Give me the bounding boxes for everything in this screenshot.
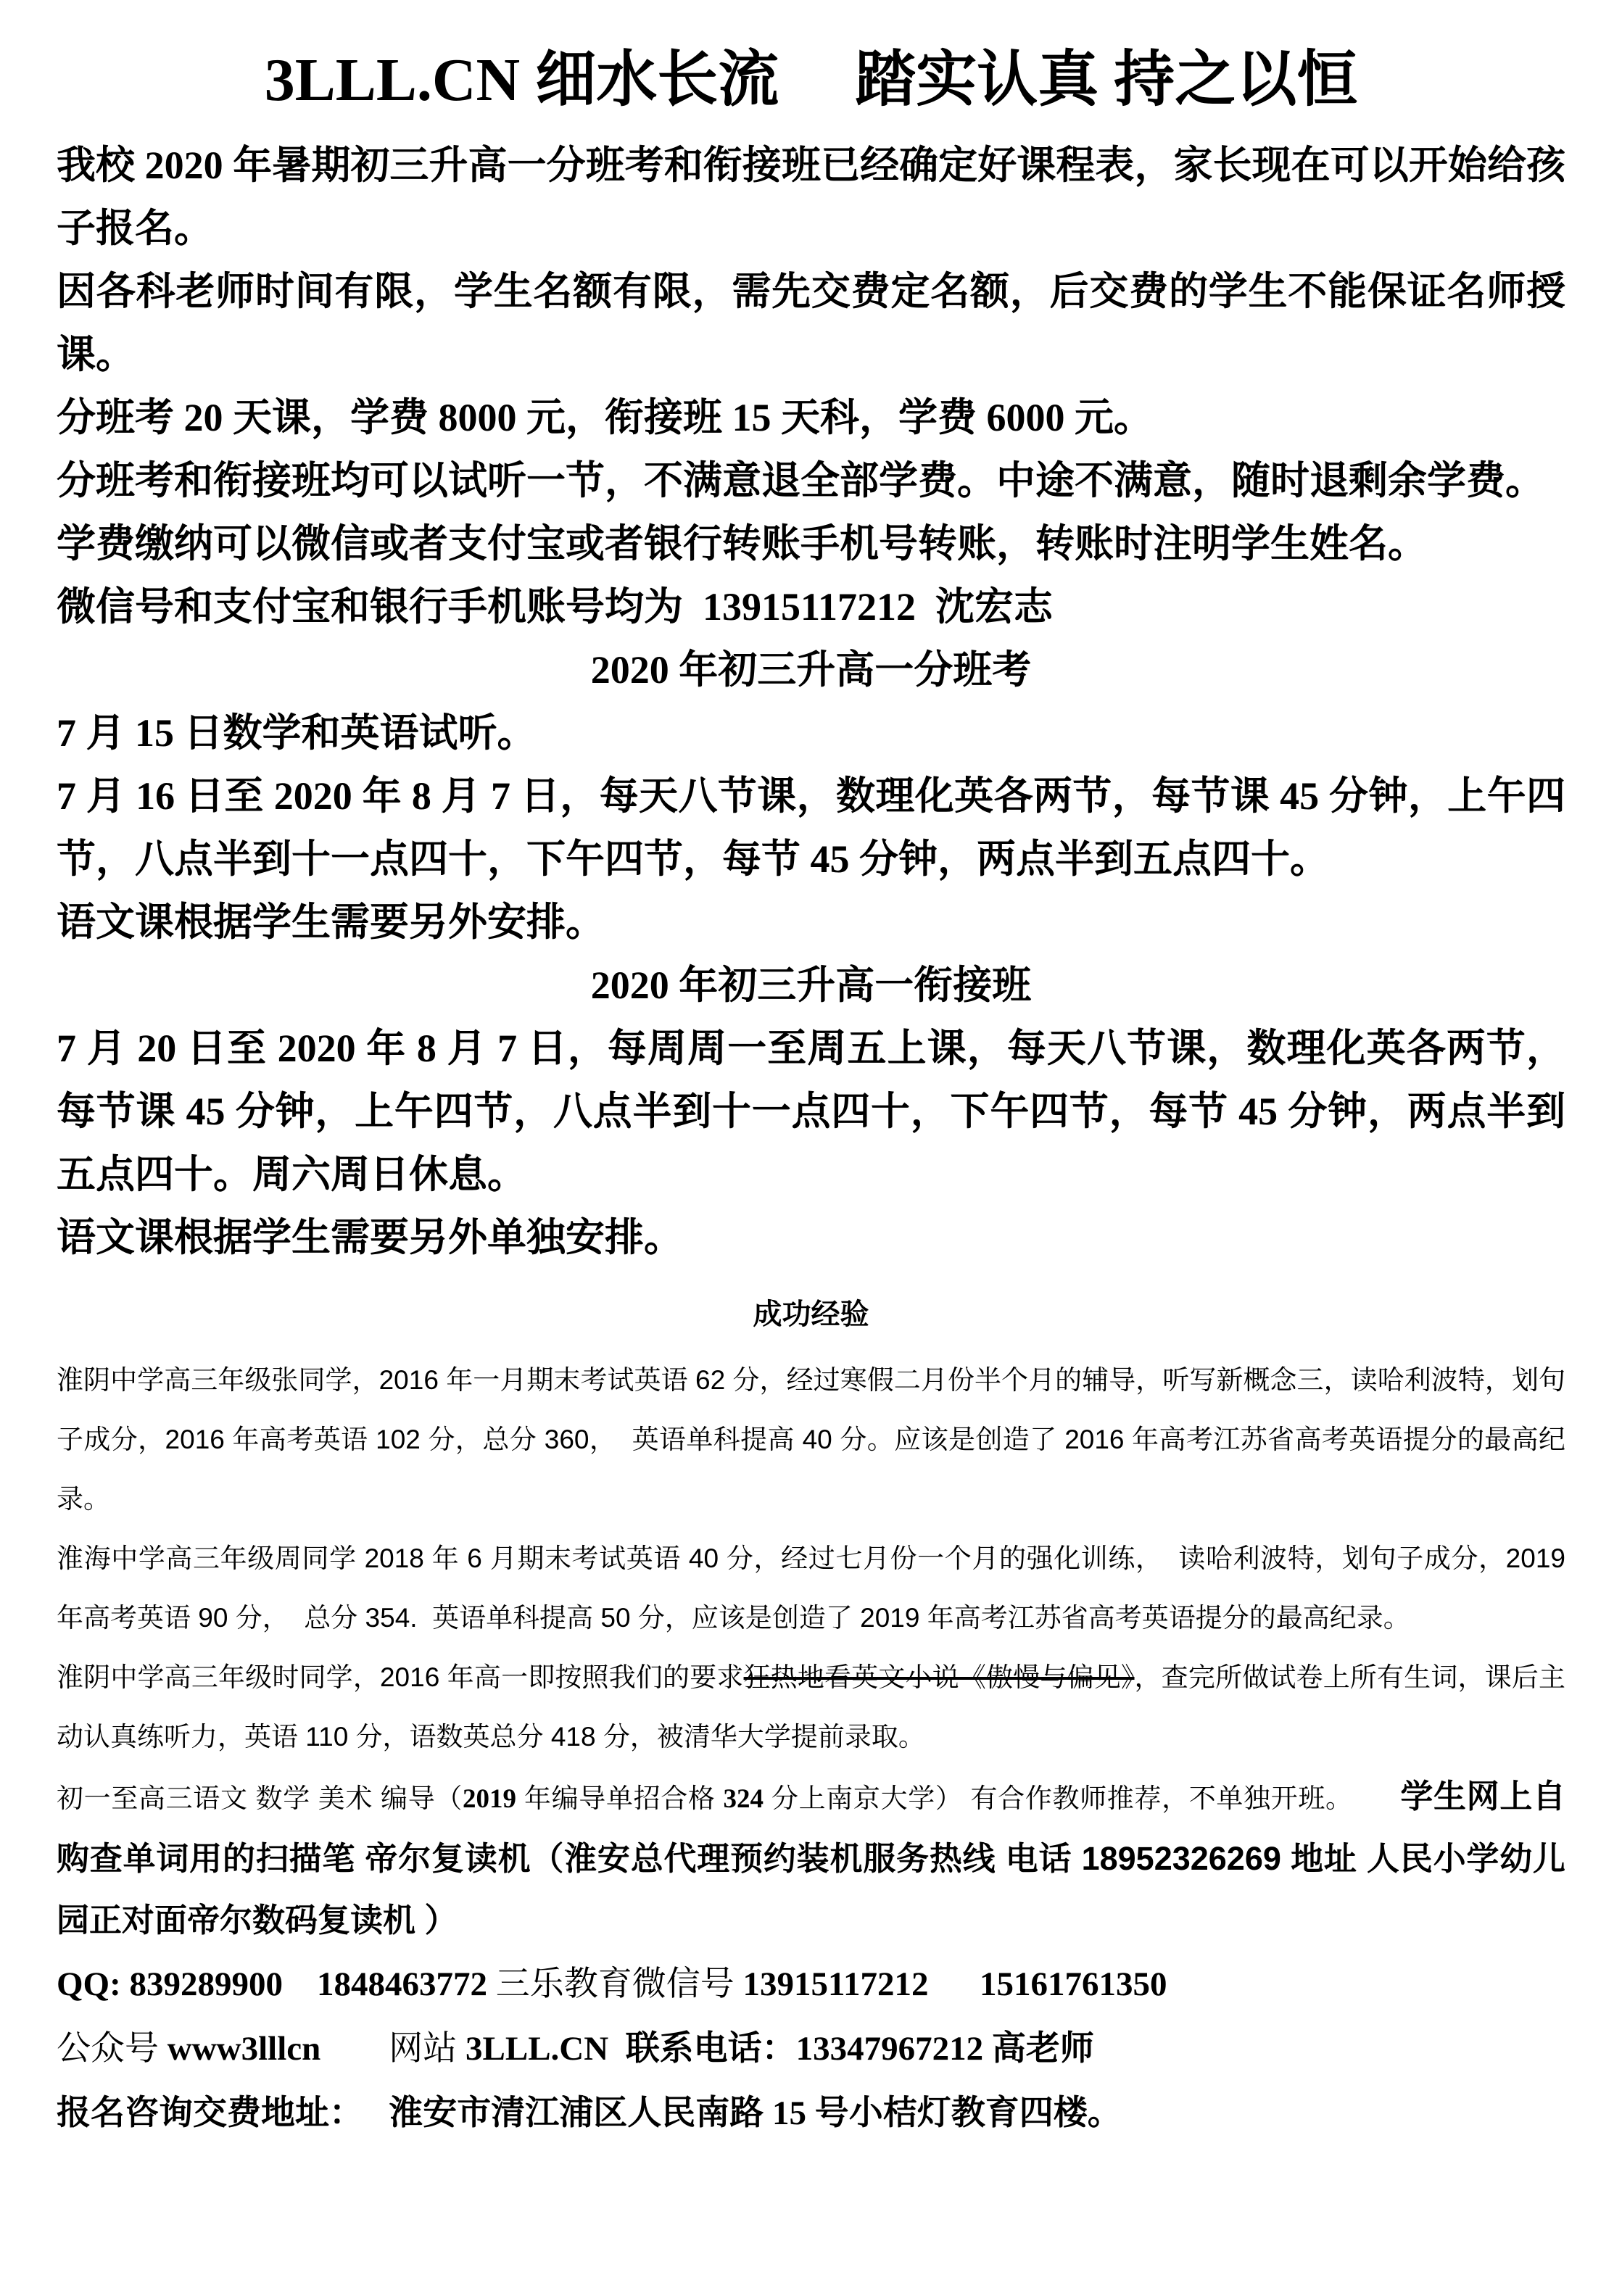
intro-paragraph-5: 学费缴纳可以微信或者支付宝或者银行转账手机号转账，转账时注明学生姓名。 [57, 522, 1427, 566]
placement-exam-paragraph-2: 7 月 16 日至 2020 年 8 月 7 日，每天八节课，数理化英各两节，每节课 45 分钟，上午四节，八点半到十一点四十，下午四节，每节 45 分钟，两点半到五点四十。 [57, 774, 1565, 882]
gongzhonghao-label: 公众号 [57, 2030, 167, 2068]
courses-year: 2019 [463, 1784, 517, 1815]
intro-paragraph-2: 因各科老师时间有限，学生名额有限，需先交费定名额，后交费的学生不能保证名师授课。 [57, 270, 1565, 377]
courses-text-b: 年编导单招合格 [516, 1783, 724, 1814]
courses-gap [1353, 1783, 1401, 1813]
qq-numbers: QQ: 839289900 1848463772 [57, 1965, 488, 2004]
placement-exam-paragraph-1: 7 月 15 日数学和英语试听。 [57, 711, 537, 755]
bridge-class-heading: 2020 年初三升高一衔接班 [590, 963, 1032, 1008]
placement-exam-heading: 2020 年初三升高一分班考 [590, 648, 1032, 692]
success-story-3 [57, 1648, 1565, 1767]
website-value: 3LLL.CN [466, 2030, 609, 2068]
contact-web-line [57, 2017, 1565, 2081]
page-title: 3LLL.CN 细水长流 踏实认真 持之以恒 [264, 46, 1358, 114]
courses-text-c: 分上南京大学） 有合作教师推荐，不单独开班。 [764, 1783, 1353, 1814]
phone-contact: 联系电话：13347967212 高老师 [608, 2030, 1094, 2068]
intro-paragraph-1: 我校 2020 年暑期初三升高一分班考和衔接班已经确定好课程表，家长现在可以开始给孩子报名。 [57, 144, 1565, 251]
wechat-numbers: 13915117212 15161761350 [742, 1965, 1167, 2004]
courses-text-a: 初一至高三语文 数学 美术 编导（ [57, 1783, 463, 1814]
success-story-3-suffix: ，查完所做试卷上所有生词，课后主动认真练听力，英语 110 分，语数英总分 418 分，被清华大学提前录取。 [57, 1662, 1566, 1752]
wechat-label: 三乐教育微信号 [487, 1965, 743, 2004]
success-heading: 成功经验 [753, 1298, 869, 1331]
courses-paragraph [57, 1767, 1565, 1952]
scanner-pen-notice: 学生网上自购查单词用的扫描笔 帝尔复读机（淮安总代理预约装机服务热线 电话 18952326269 地址 人民小学幼儿园正对面帝尔数码复读机 ） [57, 1778, 1565, 1939]
intro-paragraph-6: 微信号和支付宝和银行手机账号均为 13915117212 沈宏志 [57, 585, 1054, 629]
success-story-3-prefix: 淮阴中学高三年级时同学，2016 年高一即按照我们的要求 [57, 1662, 744, 1693]
success-story-1: 淮阴中学高三年级张同学，2016 年一月期末考试英语 62 分，经过寒假二月份半个月的辅导，听写新概念三，读哈利波特，划句子成分，2016 年高考英语 102 分，总分 360， 英语单科提高 40 分。应该是创造了 2016 年高考江苏省高考英语提分的最高纪录。 [57, 1365, 1565, 1514]
bridge-class-paragraph-2: 语文课根据学生需要另外单独安排。 [57, 1216, 683, 1260]
website-label: 网站 [320, 2030, 466, 2068]
registration-address-line: 报名咨询交费地址： 淮安市清江浦区人民南路 15 号小桔灯教育四楼。 [57, 2094, 1122, 2133]
intro-paragraph-3: 分班考 20 天课，学费 8000 元，衔接班 15 天科，学费 6000 元。 [57, 396, 1153, 440]
intro-paragraph-4: 分班考和衔接班均可以试听一节，不满意退全部学费。中途不满意，随时退剩余学费。 [57, 459, 1544, 503]
bridge-class-paragraph-1: 7 月 20 日至 2020 年 8 月 7 日，每周周一至周五上课，每天八节课，数理化英各两节，每节课 45 分钟，上午四节，八点半到十一点四十，下午四节，每节 45 分钟，两点半到五点四十。周六周日休息。 [57, 1027, 1565, 1197]
success-story-2: 淮海中学高三年级周同学 2018 年 6 月期末考试英语 40 分，经过七月份一个月的强化训练， 读哈利波特，划句子成分，2019 年高考英语 90 分， 总分 354. 英语单科提高 50 分，应该是创造了 2019 年高考江苏省高考英语提分的最高纪录。 [57, 1543, 1573, 1633]
success-story-3-strikethrough: 狂热地看英文小说《傲慢与偏见》 [743, 1662, 1135, 1693]
gongzhonghao-value: www3lllcn [167, 2030, 321, 2068]
contact-qq-line [57, 1952, 1565, 2017]
placement-exam-paragraph-3: 语文课根据学生需要另外安排。 [57, 900, 605, 945]
courses-score: 324 [723, 1784, 764, 1815]
